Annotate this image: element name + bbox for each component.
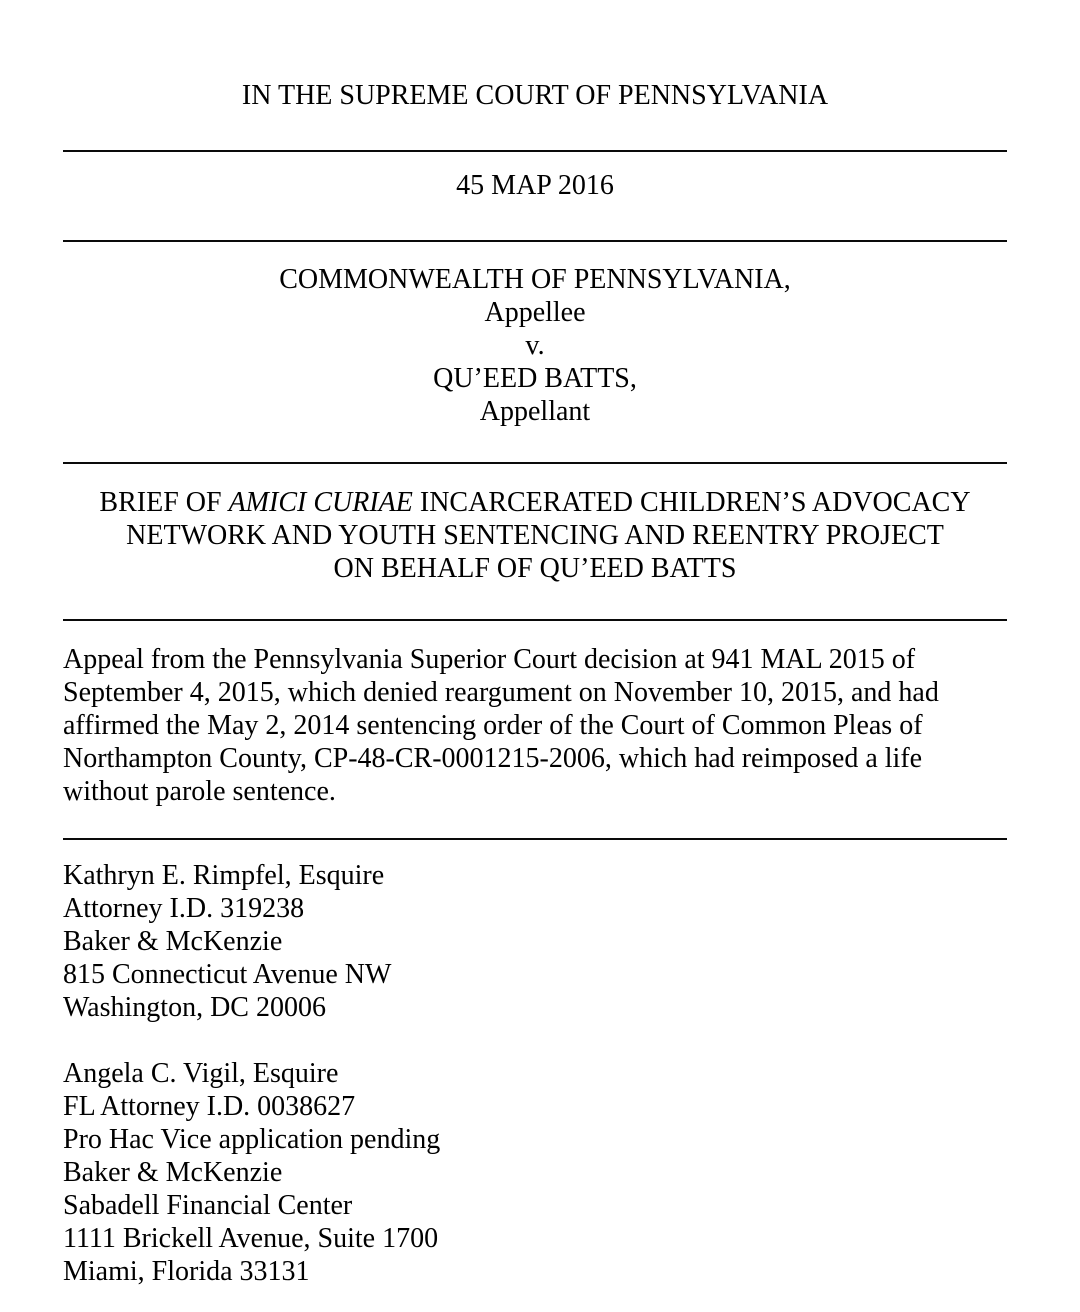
counsel-firm: Baker & McKenzie (63, 1157, 283, 1188)
page-content (63, 0, 1007, 1288)
section-divider-2 (63, 240, 1007, 242)
counsel-pro-hac-vice-note: Pro Hac Vice application pending (63, 1124, 441, 1155)
appeal-statement (63, 643, 1007, 808)
section-divider-1 (63, 150, 1007, 152)
caption-party-appellant: QU’EED BATTS, (433, 363, 637, 394)
counsel-name: Kathryn E. Rimpfel, Esquire (63, 860, 385, 891)
appeal-statement-line: without parole sentence. (63, 776, 336, 807)
counsel-address-street: 815 Connecticut Avenue NW (63, 959, 392, 990)
counsel-attorney-id: Attorney I.D. 319238 (63, 893, 305, 924)
court-header: IN THE SUPREME COURT OF PENNSYLVANIA (241, 80, 829, 111)
counsel-attorney-id: FL Attorney I.D. 0038627 (63, 1091, 356, 1122)
caption-role-appellant: Appellant (479, 396, 591, 427)
appeal-statement-line: September 4, 2015, which denied reargument on November 10, 2015, and had (63, 677, 939, 708)
appeal-statement-line: Appeal from the Pennsylvania Superior Court decision at 941 MAL 2015 of (63, 644, 916, 675)
section-divider-4 (63, 619, 1007, 621)
section-divider-5 (63, 838, 1007, 840)
appeal-statement-line: Northampton County, CP-48-CR-0001215-2006, which had reimposed a life (63, 743, 923, 774)
docket-number: 45 MAP 2016 (456, 170, 614, 201)
case-caption (63, 263, 1007, 428)
counsel-address-city: Miami, Florida 33131 (63, 1256, 310, 1287)
counsel-block-1 (63, 859, 1007, 1024)
brief-title-line-3: ON BEHALF OF QU’EED BATTS (333, 553, 737, 584)
caption-versus: v. (525, 330, 545, 361)
counsel-block-2 (63, 1057, 1007, 1288)
brief-title (63, 486, 1007, 585)
section-divider-3 (63, 462, 1007, 464)
caption-party-appellee: COMMONWEALTH OF PENNSYLVANIA, (279, 264, 791, 295)
brief-title-line-1 (63, 486, 1007, 519)
brief-title-suffix: INCARCERATED CHILDREN’S ADVOCACY (412, 487, 971, 518)
amici-curiae-italic: AMICI CURIAE (228, 487, 413, 518)
counsel-name: Angela C. Vigil, Esquire (63, 1058, 339, 1089)
appeal-statement-line: affirmed the May 2, 2014 sentencing order of the Court of Common Pleas of (63, 710, 923, 741)
brief-title-prefix: BRIEF OF (99, 487, 229, 518)
caption-role-appellee: Appellee (484, 297, 586, 328)
counsel-address-street: 1111 Brickell Avenue, Suite 1700 (63, 1223, 439, 1254)
counsel-address-city: Washington, DC 20006 (63, 992, 326, 1023)
counsel-firm: Baker & McKenzie (63, 926, 283, 957)
counsel-building: Sabadell Financial Center (63, 1190, 353, 1221)
brief-title-line-2: NETWORK AND YOUTH SENTENCING AND REENTRY PROJECT (126, 520, 944, 551)
